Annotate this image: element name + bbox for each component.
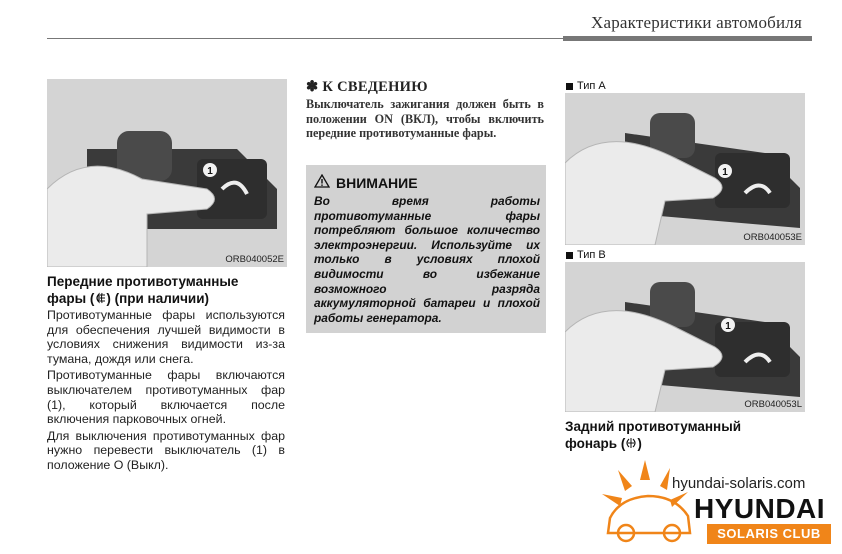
rear-fog-title: Задний противотуманный фонарь ( )	[565, 419, 742, 451]
front-fog-paragraph: Для выключения противотуманных фар нужно перевести выключатель (1) в положение O (Выкл).	[47, 428, 285, 472]
logo-brand: HYUNDAI	[694, 493, 826, 524]
front-fog-description	[47, 308, 285, 475]
hand-lever-illustration	[565, 262, 805, 412]
logo-club-badge: SOLARIS CLUB	[707, 524, 831, 544]
header-bar	[563, 36, 812, 41]
type-b-label: Тип B	[566, 249, 606, 261]
page-header-title: Характеристики автомобиля	[591, 13, 802, 32]
warning-title: ВНИМАНИЕ	[314, 174, 418, 191]
warning-triangle-icon	[314, 174, 330, 191]
switch-marker: 1	[722, 167, 728, 178]
type-b-photo	[565, 262, 805, 412]
note-title: ✽ К СВЕДЕНИЮ	[306, 79, 428, 95]
warning-text: Во время работы противотуманные фары потребляют большое количество электроэнергии. Используйте их только в условиях плохой видимости во избежание возможного разряда аккумуляторной батареи и плохой работы генератора.	[314, 194, 540, 325]
hand-lever-illustration	[565, 93, 805, 245]
front-fog-icon	[94, 291, 106, 303]
type-a-photo	[565, 93, 805, 245]
type-a-photo-code: ORB040053E	[743, 232, 802, 243]
switch-marker: 1	[725, 321, 731, 332]
front-photo-code: ORB040052E	[225, 254, 284, 265]
switch-marker: 1	[207, 166, 213, 177]
bullet-square-icon	[566, 83, 573, 90]
bullet-square-icon	[566, 252, 573, 259]
sun-car-icon	[600, 458, 695, 548]
front-fog-paragraph: Противотуманные фары включаются выключателем противотуманных фар (1), который включается после включения парковочных огней.	[47, 368, 285, 427]
note-text: Выключатель зажигания должен быть в положении ON (ВКЛ), чтобы включить передние противотуманные фары.	[306, 97, 544, 141]
front-fog-switch-photo	[47, 79, 287, 267]
type-a-label: Тип A	[566, 80, 606, 92]
hand-lever-illustration	[47, 79, 287, 267]
front-fog-paragraph: Противотуманные фары используются для обеспечения лучшей видимости в условиях снижения видимости из-за тумана, дождя или снега.	[47, 308, 285, 366]
asterisk-icon: ✽	[306, 79, 319, 95]
logo-url: hyundai-solaris.com	[672, 475, 806, 492]
rear-fog-icon	[625, 436, 637, 448]
front-fog-title: Передние противотуманные фары ( ) (при наличии)	[47, 274, 239, 306]
type-b-photo-code: ORB040053L	[744, 399, 802, 410]
warning-box	[306, 165, 546, 333]
